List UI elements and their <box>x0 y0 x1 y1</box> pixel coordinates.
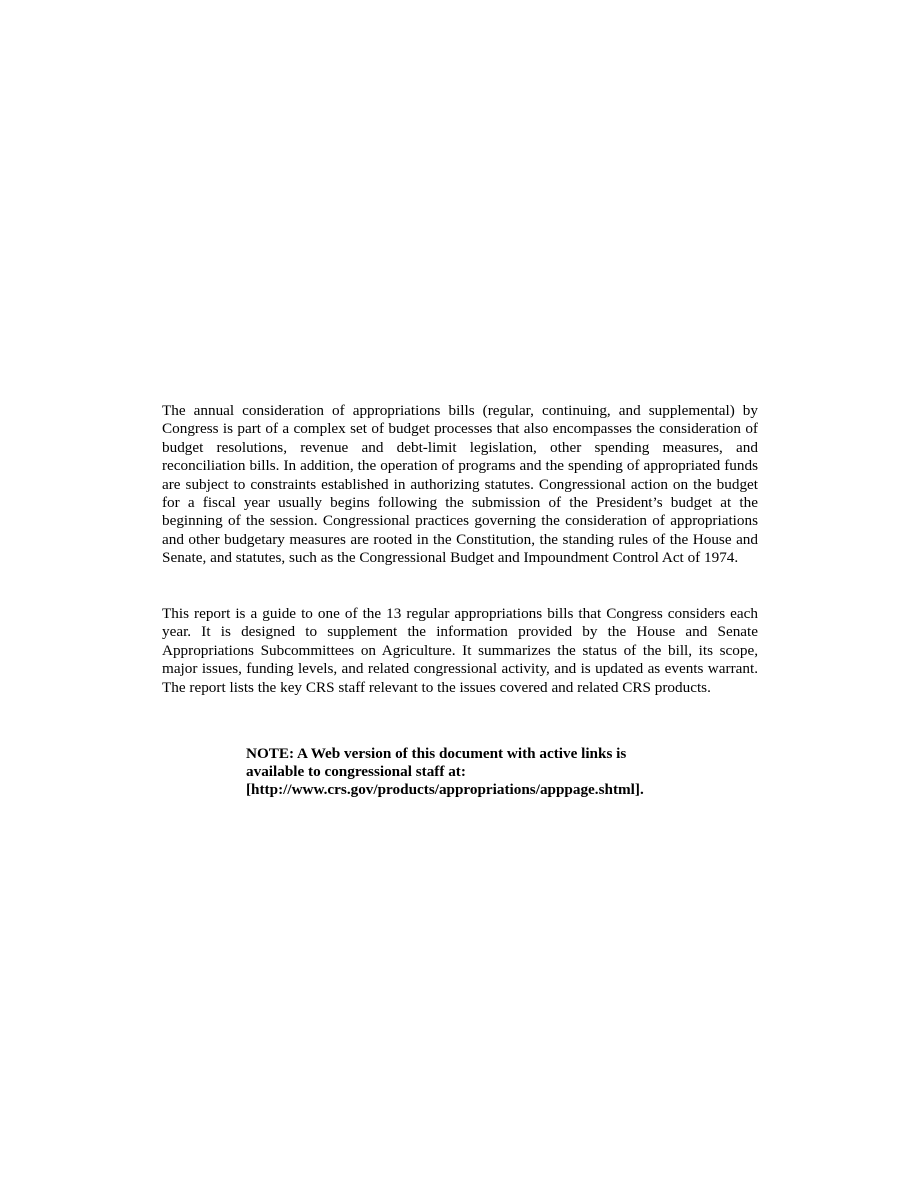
intro-paragraph-report-guide: This report is a guide to one of the 13 regular appropriations bills that Congress considers each year. It is designed to supplement the information provided by the House and Senate Appropriations Subcommittees on Agriculture. It summarizes the status of the bill, its scope, major issues, funding levels, and related congressional activity, and is updated as events warrant. The report lists the key CRS staff relevant to the issues covered and related CRS products. <box>162 605 758 696</box>
web-version-note <box>246 745 706 800</box>
note-line-1: NOTE: A Web version of this document with active links is <box>246 745 627 762</box>
note-line-2: available to congressional staff at: <box>246 763 466 781</box>
intro-paragraph-budget-process: The annual consideration of appropriations bills (regular, continuing, and supplemental) by Congress is part of a complex set of budget processes that also encompasses the consideration of budget resolutions, revenue and debt-limit legislation, other spending measures, and reconciliation bills. In addition, the operation of programs and the spending of appropriated funds are subject to constraints established in authorizing statutes. Congressional action on the budget for a fiscal year usually begins following the submission of the President’s budget at the beginning of the session. Congressional practices governing the consideration of appropriations and other budgetary measures are rooted in the Constitution, the standing rules of the House and Senate, and statutes, such as the Congressional Budget and Impoundment Control Act of 1974. <box>162 402 758 567</box>
note-url: [http://www.crs.gov/products/appropriations/apppage.shtml]. <box>246 781 644 799</box>
